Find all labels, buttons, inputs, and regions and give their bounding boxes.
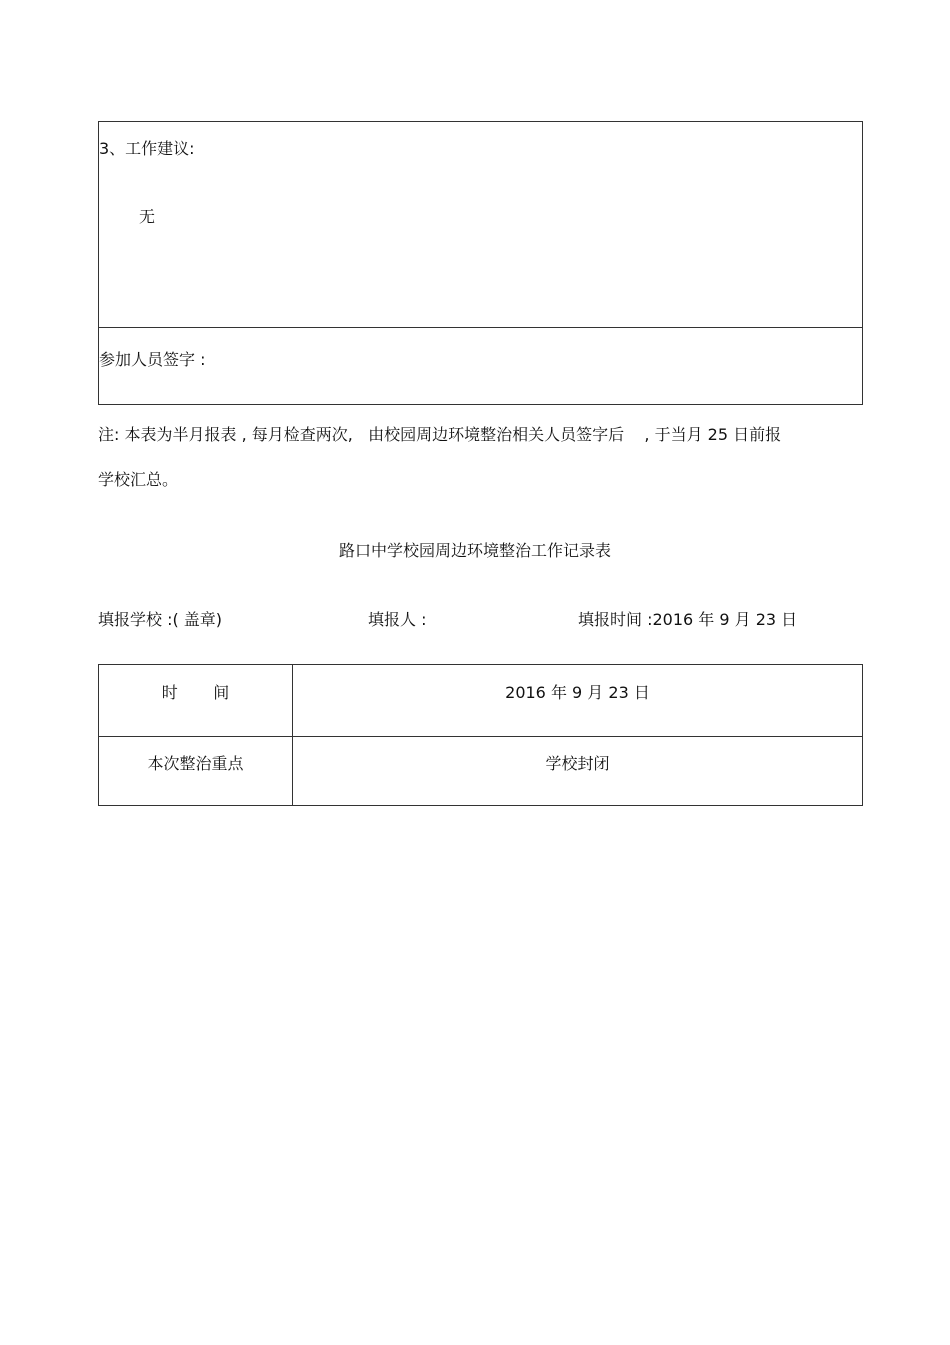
table-row-divider bbox=[99, 736, 862, 737]
note-line-1: 注: 本表为半月报表 , 每月检查两次, 由校园周边环境整治相关人员签字后 , 于当月 25 日前报 bbox=[98, 425, 782, 444]
record-table bbox=[98, 664, 863, 806]
signature-label: 参加人员签字 : bbox=[99, 350, 206, 369]
suggestion-heading: 3、工作建议: bbox=[99, 139, 195, 158]
suggestion-content: 无 bbox=[139, 207, 156, 226]
suggestion-signature-box bbox=[98, 121, 863, 405]
filler-label: 填报人 : bbox=[368, 610, 427, 629]
form-title: 路口中学校园周边环境整治工作记录表 bbox=[338, 541, 611, 560]
table-row-time-value: 2016 年 9 月 23 日 bbox=[505, 683, 650, 702]
date-label: 填报时间 :2016 年 9 月 23 日 bbox=[578, 610, 798, 629]
table-row-focus-value: 学校封闭 bbox=[545, 754, 610, 773]
school-label: 填报学校 :( 盖章) bbox=[98, 610, 223, 629]
note-line-2: 学校汇总。 bbox=[98, 470, 179, 489]
box-divider bbox=[99, 327, 862, 328]
table-row-focus-label: 本次整治重点 bbox=[147, 754, 244, 773]
table-row-time-label: 时 间 bbox=[161, 683, 230, 702]
